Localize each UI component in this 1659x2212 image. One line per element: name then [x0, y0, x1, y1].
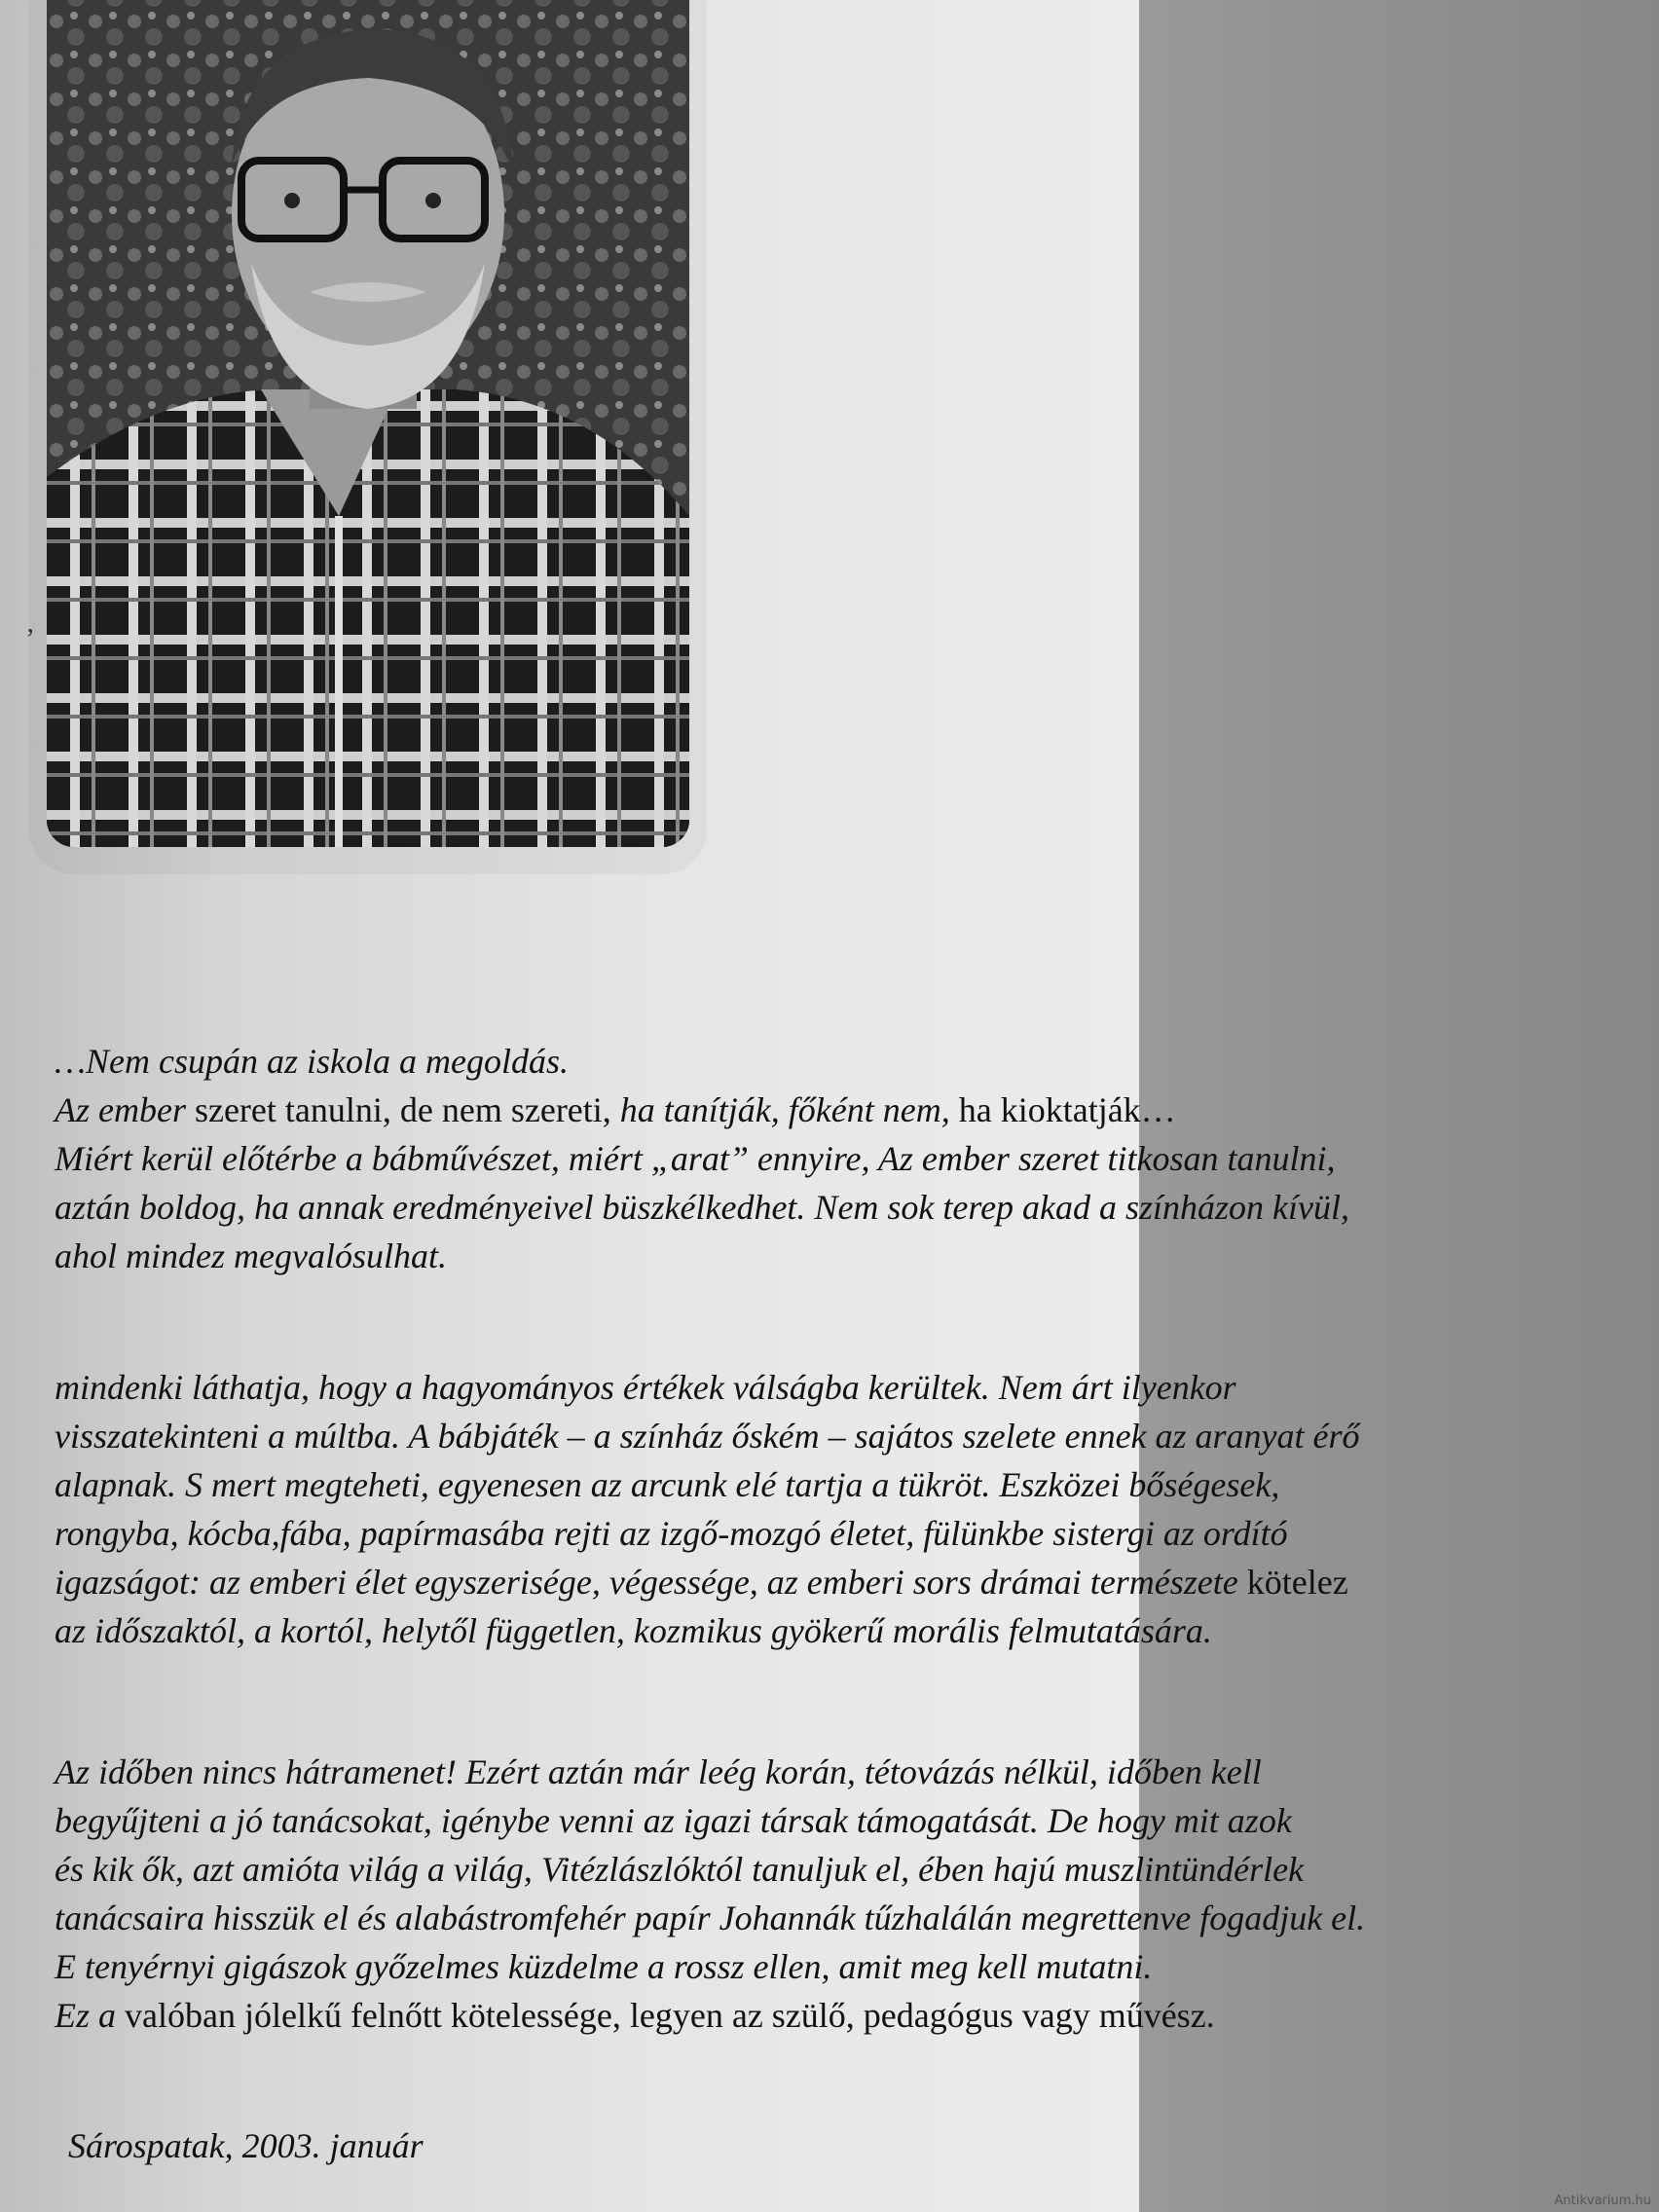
text-segment: ha tanítják, főként nem,	[619, 1090, 959, 1129]
text-segment: szeret tanulni, de nem szereti,	[194, 1090, 620, 1129]
text-segment: igazságot: az emberi élet egyszerisége, végessége, az emberi sors drámai természete	[55, 1563, 1247, 1602]
text-segment: és kik ők, azt amióta világ a világ, Vitézlászlóktól tanuljuk el, ében hajú muszlintündérlek	[55, 1850, 1305, 1889]
text-segment: tanácsaira hisszük el és alabástromfehér papír Johannák tűzhalálán megrettenve fogadjuk el.	[55, 1899, 1366, 1937]
text-line	[55, 1183, 1612, 1232]
text-line	[55, 1509, 1612, 1558]
paragraph-1	[55, 1037, 1612, 1280]
watermark: Antikvarium.hu	[1554, 2194, 1651, 2208]
text-line	[55, 1460, 1612, 1509]
text-line	[55, 1558, 1612, 1606]
text-segment: E tenyérnyi gigászok győzelmes küzdelme a rossz ellen, amit meg kell mutatni.	[55, 1947, 1153, 1986]
signature-place-date: Sárospatak, 2003. január	[68, 2126, 424, 2165]
text-segment: visszatekinteni a múltba. A bábjáték – a színház őském – sajátos szelete ennek az aranyat érő	[55, 1417, 1360, 1456]
text-line	[55, 1942, 1612, 1991]
text-segment: valóban jólelkű felnőtt kötelessége, legyen az szülő, pedagógus vagy művész.	[125, 1996, 1215, 2035]
text-segment: Az időben nincs hátramenet! Ezért aztán már leég korán, tétovázás nélkül, időben kell	[55, 1752, 1262, 1791]
paragraph-2	[55, 1363, 1612, 1655]
stray-mark: ʼ	[25, 623, 35, 655]
text-line	[55, 1412, 1612, 1460]
text-line	[55, 1363, 1612, 1412]
text-segment: begyűjteni a jó tanácsokat, igénybe venni az igazi társak támogatását. De hogy mit azok	[55, 1801, 1292, 1840]
text-segment: alapnak. S mert megteheti, egyenesen az arcunk elé tartja a tükröt. Eszközei bőségesek,	[55, 1465, 1280, 1504]
text-line	[55, 1894, 1612, 1942]
text-segment: mindenki láthatja, hogy a hagyományos értékek válságba kerültek. Nem árt ilyenkor	[55, 1368, 1236, 1407]
text-segment: rongyba, kócba,fába, papírmasába rejti az izgő-mozgó életet, fülünkbe sistergi az ordító	[55, 1514, 1288, 1553]
text-line	[55, 1606, 1612, 1655]
text-segment: ahol mindez megvalósulhat.	[55, 1236, 447, 1275]
text-segment: Ez a	[55, 1996, 125, 2035]
text-segment: …Nem csupán az iskola a megoldás.	[55, 1042, 569, 1081]
text-segment: Az ember	[55, 1090, 195, 1129]
paragraph-3	[55, 1748, 1612, 2040]
text-line	[55, 1991, 1612, 2040]
text-line	[55, 1796, 1612, 1845]
text-segment: az időszaktól, a kortól, helytől független, kozmikus gyökerű morális felmutatására.	[55, 1611, 1212, 1650]
text-segment: ha kioktatják…	[958, 1090, 1176, 1129]
portrait-illustration	[47, 0, 689, 847]
text-line	[55, 1134, 1612, 1183]
text-line	[55, 1232, 1612, 1280]
text-segment: kötelez	[1246, 1563, 1348, 1602]
text-segment: aztán boldog, ha annak eredményeivel büszkélkedhet. Nem sok terep akad a színházon kívül,	[55, 1188, 1350, 1227]
text-line	[55, 1748, 1612, 1796]
text-segment: Miért kerül előtérbe a bábművészet, miért „arat” ennyire, Az ember szeret titkosan tanulni,	[55, 1139, 1336, 1178]
text-line	[55, 1086, 1612, 1134]
text-line	[55, 1037, 1612, 1086]
text-line	[55, 1845, 1612, 1894]
author-portrait-photo	[47, 0, 689, 847]
